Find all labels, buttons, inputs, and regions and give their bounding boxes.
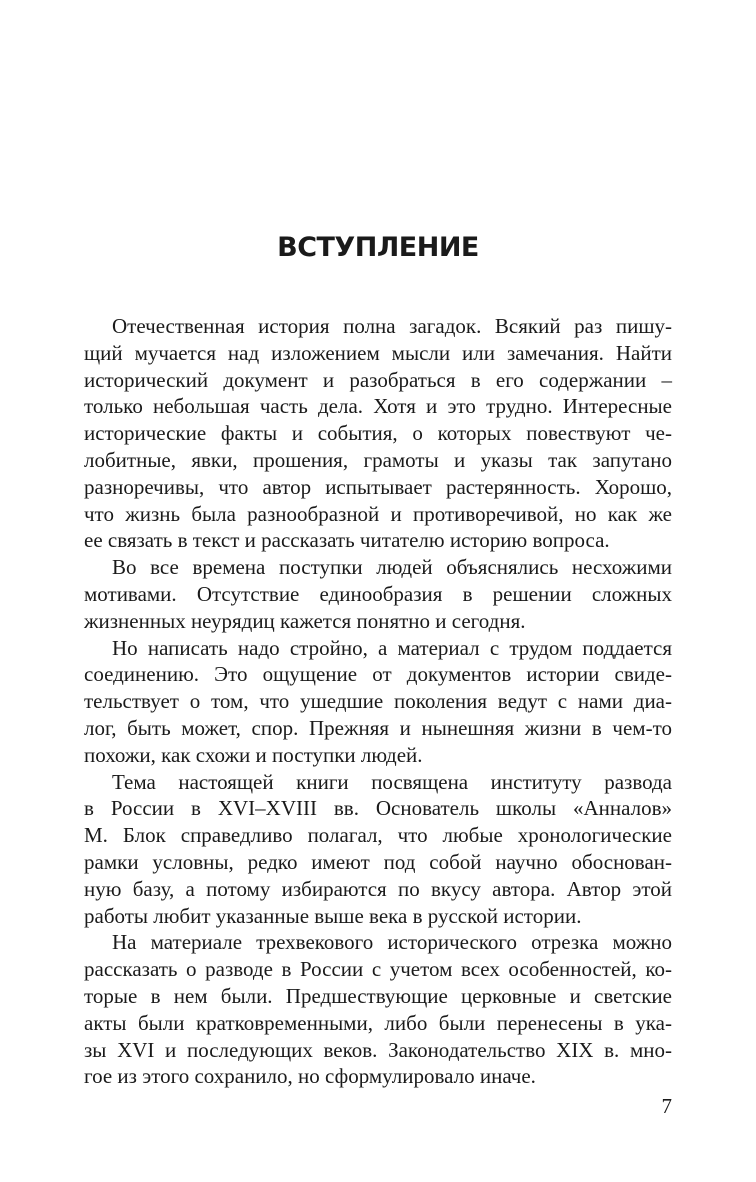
text-line: соединению. Это ощущение от документов истории свиде-	[84, 662, 672, 687]
text-line: акты были кратковременными, либо были перенесены в ука-	[84, 1010, 672, 1035]
page-number: 7	[661, 1094, 672, 1118]
text-line: в России в XVI–XVIII вв. Основатель школы «Анналов»	[84, 796, 672, 821]
text-line: рамки условны, редко имеют под собой научно обоснован-	[84, 849, 672, 874]
text-line: Отечественная история полна загадок. Всякий раз пишу-	[112, 314, 672, 338]
paragraph-4	[84, 769, 672, 930]
text-line: зы XVI и последующих веков. Законодательство XIX в. мно-	[84, 1037, 672, 1062]
text-line: Во все времена поступки людей объяснялись несхожими	[112, 555, 672, 580]
paragraph-2	[84, 554, 672, 634]
text-line: лог, быть может, спор. Прежняя и нынешняя жизни в чем-то	[84, 715, 672, 740]
paragraph-1	[84, 313, 672, 554]
text-line: торые в нем были. Предшествующие церковные и светские	[84, 983, 672, 1008]
text-line: что жизнь была разнообразной и противоречивой, но как же	[84, 501, 672, 526]
text-line: лобитные, явки, прошения, грамоты и указы так запутано	[84, 447, 672, 472]
text-line: гое из этого сохранило, но сформулировало иначе.	[84, 1064, 536, 1089]
body-text	[84, 313, 672, 1090]
text-line: работы любит указанные выше века в русской истории.	[84, 903, 582, 928]
text-line: тельствует о том, что ушедшие поколения ведут с нами диа-	[84, 689, 672, 714]
text-line: разноречивы, что автор испытывает растерянность. Хорошо,	[84, 474, 672, 499]
paragraph-5	[84, 929, 672, 1090]
text-line: исторические факты и события, о которых повествуют че-	[84, 421, 672, 446]
text-line: рассказать о разводе в России с учетом всех особенностей, ко-	[84, 957, 672, 982]
chapter-title: ВСТУПЛЕНИЕ	[277, 232, 479, 263]
text-line: Тема настоящей книги посвящена институту развода	[112, 769, 672, 794]
text-line: М. Блок справедливо полагал, что любые хронологические	[84, 823, 672, 848]
text-line: На материале трехвекового исторического отрезка можно	[112, 930, 672, 955]
text-line: щий мучается над изложением мысли или замечания. Найти	[84, 340, 672, 365]
text-line: мотивами. Отсутствие единообразия в решении сложных	[84, 581, 672, 606]
paragraph-3	[84, 635, 672, 769]
text-line: исторический документ и разобраться в его содержании –	[84, 367, 672, 392]
text-line: жизненных неурядиц кажется понятно и сегодня.	[84, 608, 526, 633]
text-line: ее связать в текст и рассказать читателю историю вопроса.	[84, 528, 610, 553]
text-line: Но написать надо стройно, а материал с трудом поддается	[112, 635, 672, 660]
text-line: похожи, как схожи и поступки людей.	[84, 742, 423, 767]
text-line: только небольшая часть дела. Хотя и это трудно. Интересные	[84, 394, 672, 419]
text-line: ную базу, а потому избираются по вкусу автора. Автор этой	[84, 876, 672, 901]
